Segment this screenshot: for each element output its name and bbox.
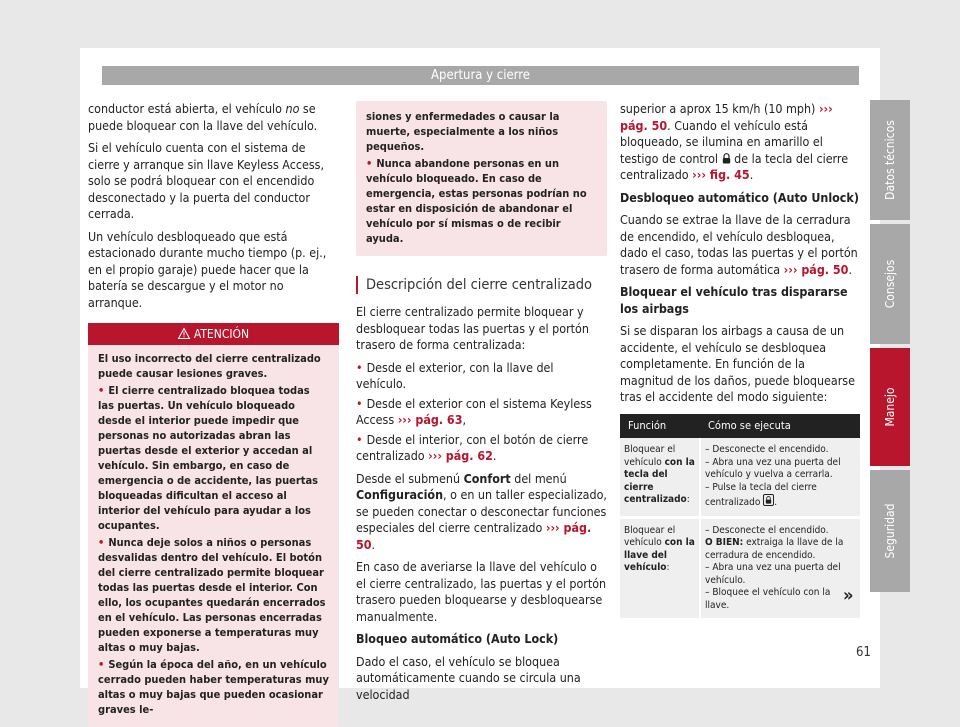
page-ref-link[interactable]: ››› pág. 50: [620, 101, 833, 133]
warning-bullet: • Nunca deje solos a niños o personas desvalidas dentro del vehículo. El botón del cierre centralizado permite bloquear todas las puertas desde el interior. Con ello, los ocupantes quedarán encerrados en el vehículo. Las personas encerradas pueden exponerse a temperaturas muy altas o muy bajas.: [98, 535, 329, 655]
warning-title: ATENCIÓN: [88, 323, 339, 345]
subheading: Bloqueo automático (Auto Lock): [356, 631, 559, 646]
table-header: Función: [620, 414, 700, 439]
page-header: Apertura y cierre: [102, 66, 859, 85]
table-cell: – Desconecte el encendido. – Abra una vez una puerta del vehículo y vuelva a cerrarla. – Pulse la tecla del cierre centralizado .: [700, 438, 860, 517]
table-cell: Bloquear el vehículo con la llave del vehículo:: [620, 517, 700, 620]
paragraph: El cierre centralizado permite bloquear y desbloquear todas las puertas y el portón trasero de forma centralizada:: [356, 304, 589, 352]
list-item: • Desde el exterior con el sistema Keyless Access ››› pág. 63,: [356, 396, 607, 429]
paragraph: Un vehículo desbloqueado que está estacionado durante mucho tiempo (p. ej., en el propio garaje) puede hacer que la batería se descargue y el motor no arranque.: [88, 228, 327, 310]
warning-bullet: • Nunca abandone personas en un vehículo bloqueado. En caso de emergencia, estas personas podrían no estar en disposición de abandonar el vehículo por sí mismas o de recibir ayuda.: [366, 156, 597, 246]
page-number: 61: [856, 645, 871, 660]
paragraph: Dado el caso, el vehículo se bloquea automáticamente cuando se circula una velocidad: [356, 653, 581, 702]
table-row: [620, 438, 860, 517]
function-table: [620, 414, 860, 622]
tab-datos-tecnicos[interactable]: Datos técnicos: [870, 100, 910, 220]
warning-body: El uso incorrecto del cierre centralizado puede causar lesiones graves. • El cierre centralizado bloquea todas las puertas. Un vehículo bloqueado desde el interior puede impedir que personas no autorizadas abran las puertas desde el exterior y accedan al vehículo. Sin embargo, en caso de emergencia o de accidente, las puertas bloqueadas dificultan el acceso al interior del vehículo para ayudar a los ocupantes. • Nunca deje solos a niños o personas desvalidas dentro del vehículo. El botón del cierre centralizado permite bloquear todas las puertas desde el interior. Con ello, los ocupantes quedarán encerrados en el vehículo. Las personas encerradas pueden exponerse a temperaturas muy altas o muy bajas. • Según la época del año, en un vehículo cerrado pueden haber temperaturas muy altas o muy bajas que pueden ocasionar graves le-: [88, 345, 339, 727]
table-row: [620, 517, 860, 620]
paragraph: Desde el submenú Confort del menú Configuración, o en un taller especializado, se pueden conectar o desconectar funciones especiales del cierre centralizado ››› pág. 50.: [356, 470, 607, 552]
column-1: [88, 101, 339, 727]
tab-manejo[interactable]: Manejo: [870, 348, 910, 466]
table-cell: – Desconecte el encendido. O BIEN: extraiga la llave de la cerradura de encendido. – Abra una vez una puerta del vehículo. – Bloquee el vehículo con la llave.: [700, 517, 860, 620]
page-ref-link[interactable]: ››› pág. 50: [356, 520, 592, 552]
paragraph: Cuando se extrae la llave de la cerradura de encendido, el vehículo desbloquea, dado el caso, todas las puertas y el portón trasero de forma automática ››› pág. 50.: [620, 212, 858, 277]
table-cell: Bloquear el vehículo con la tecla del cierre centralizado:: [620, 438, 700, 517]
lock-icon: [722, 153, 731, 164]
paragraph: En caso de averiarse la llave del vehículo o el cierre centralizado, las puertas y el portón trasero pueden bloquearse y desbloquearse manualmente.: [356, 559, 607, 624]
list-item: • Desde el interior, con el botón de cierre centralizado ››› pág. 62.: [356, 432, 607, 465]
warning-box: [88, 323, 339, 727]
paragraph: Si se disparan los airbags a causa de un accidente, el vehículo se desbloquea completamente. En función de la magnitud de los daños, puede bloquearse tras el accidente del modo siguiente:: [620, 323, 855, 404]
section-heading: Descripción del cierre centralizado: [356, 276, 607, 294]
subheading: Bloquear el vehículo tras dispararse los airbags: [620, 284, 848, 316]
paragraph: Si el vehículo cuenta con el sistema de cierre y arranque sin llave Keyless Access, solo se podrá bloquear con el encendido desconectado y la puerta del conductor cerrada.: [88, 140, 324, 221]
paragraph: conductor está abierta, el vehículo no se puede bloquear con la llave del vehículo.: [88, 101, 318, 133]
figure-ref-link[interactable]: ››› fig. 45: [692, 167, 750, 182]
column-2: [356, 101, 607, 709]
warning-box-continued: siones y enfermedades o causar la muerte, especialmente a los niños pequeños. • Nunca abandone personas en un vehículo bloqueado. En caso de emergencia, estas personas podrían no estar en disposición de abandonar el vehículo por sí mismas o de recibir ayuda.: [356, 101, 607, 256]
tab-consejos[interactable]: Consejos: [870, 224, 910, 344]
subheading: Desbloqueo automático (Auto Unlock): [620, 189, 859, 205]
page-ref-link[interactable]: ››› pág. 62: [428, 448, 493, 463]
table-header: Cómo se ejecuta: [700, 414, 860, 439]
column-3: [620, 101, 860, 621]
page-ref-link[interactable]: ››› pág. 63: [397, 412, 463, 427]
page-ref-link[interactable]: ››› pág. 50: [783, 261, 849, 277]
continue-mark: »: [843, 585, 854, 606]
warning-bullet: • Según la época del año, en un vehículo cerrado pueden haber temperaturas muy altas o muy bajas que pueden ocasionar graves le-: [98, 657, 329, 717]
lock-key-icon: [763, 494, 774, 506]
paragraph: superior a aprox 15 km/h (10 mph) ››› pág. 50. Cuando el vehículo está bloqueado, se ilumina en amarillo el testigo de control de la tecla del cierre centralizado ››› fig. 45.: [620, 101, 849, 182]
warning-bullet: • El cierre centralizado bloquea todas las puertas. Un vehículo bloqueado desde el interior puede impedir que personas no autorizadas abran las puertas desde el exterior y accedan al vehículo. Sin embargo, en caso de emergencia o de accidente, las puertas bloqueadas dificultan el acceso al interior del vehículo para ayudar a los ocupantes.: [98, 383, 329, 533]
tab-seguridad[interactable]: Seguridad: [870, 470, 910, 592]
warning-icon: [178, 328, 190, 339]
list-item: • Desde el exterior, con la llave del vehículo.: [356, 360, 607, 393]
